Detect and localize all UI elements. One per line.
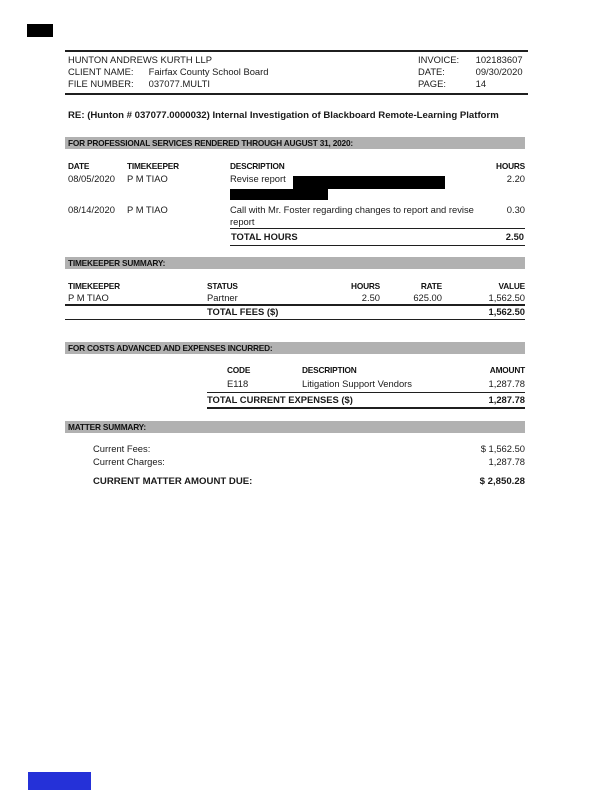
date-group [418, 66, 523, 78]
header-row-client [65, 66, 528, 78]
tk-row-rate: 625.00 [413, 292, 442, 303]
section-bar-matter-summary [65, 421, 525, 433]
cost-row-amount: 1,287.78 [488, 378, 525, 389]
redaction-mark-top-left [27, 24, 53, 37]
service-row-hours: 0.30 [506, 204, 525, 215]
tk-row-value: 1,562.50 [488, 292, 525, 303]
total-expenses-label: TOTAL CURRENT EXPENSES ($) [207, 394, 353, 405]
service-row-date: 08/14/2020 [68, 204, 115, 215]
costs-header-description: DESCRIPTION [302, 365, 357, 375]
total-hours-row [230, 228, 525, 246]
file-number-label: FILE NUMBER: [68, 78, 134, 89]
amount-due-label: CURRENT MATTER AMOUNT DUE: [93, 476, 253, 487]
tk-row-timekeeper: P M TIAO [68, 292, 109, 303]
section-bar-costs [65, 342, 525, 354]
section-bar-costs-title: FOR COSTS ADVANCED AND EXPENSES INCURRED: [68, 343, 273, 353]
file-number-value: 037077.MULTI [148, 78, 210, 89]
total-hours-value: 2.50 [505, 231, 524, 242]
current-charges-label: Current Charges: [93, 456, 165, 467]
header-block [65, 50, 528, 95]
tk-header-value: VALUE [498, 281, 525, 291]
current-charges-value: 1,287.78 [488, 456, 525, 467]
date-label: DATE: [418, 66, 445, 77]
tk-header-status: STATUS [207, 281, 238, 291]
service-row-date: 08/05/2020 [68, 173, 115, 184]
total-fees-value: 1,562.50 [488, 306, 525, 317]
section-bar-matter-title: MATTER SUMMARY: [68, 422, 146, 432]
client-name-label: CLIENT NAME: [68, 66, 134, 77]
blue-stamp-box [28, 772, 91, 790]
redaction-bar [293, 176, 445, 189]
service-row-hours: 2.20 [506, 173, 525, 184]
cost-row-code: E118 [227, 378, 249, 389]
services-header-hours: HOURS [496, 161, 525, 171]
header-row-firm [65, 54, 528, 66]
invoice-number: 102183607 [475, 54, 523, 65]
header-row-file [65, 78, 528, 90]
current-fees-label: Current Fees: [93, 443, 151, 454]
section-bar-timekeeper-title: TIMEKEEPER SUMMARY: [68, 258, 166, 268]
tk-row-hours: 2.50 [361, 292, 380, 303]
invoice-group [418, 54, 523, 66]
divider [207, 392, 525, 394]
client-name-value: Fairfax County School Board [148, 66, 269, 77]
invoice-label: INVOICE: [418, 54, 460, 65]
costs-header-amount: AMOUNT [489, 365, 525, 375]
service-row-description: Revise report [230, 173, 286, 184]
divider [207, 407, 525, 409]
total-fees-label: TOTAL FEES ($) [207, 306, 279, 317]
service-row-timekeeper: P M TIAO [127, 204, 168, 215]
firm-name: HUNTON ANDREWS KURTH LLP [68, 54, 212, 65]
service-row-description: Call with Mr. Foster regarding changes to report and revise report [230, 204, 474, 227]
page-number: 14 [475, 78, 487, 89]
tk-header-timekeeper: TIMEKEEPER [68, 281, 120, 291]
current-fees-value: $ 1,562.50 [480, 443, 525, 454]
cost-row-description: Litigation Support Vendors [302, 378, 412, 389]
divider [65, 319, 525, 321]
section-bar-services [65, 137, 525, 149]
tk-header-rate: RATE [420, 281, 442, 291]
section-bar-services-title: FOR PROFESSIONAL SERVICES RENDERED THROUGH AUGUST 31, 2020: [68, 138, 353, 148]
amount-due-value: $ 2,850.28 [479, 476, 525, 487]
services-header-description: DESCRIPTION [230, 161, 285, 171]
tk-row-status: Partner [207, 292, 238, 303]
service-row-timekeeper: P M TIAO [127, 173, 168, 184]
services-header-timekeeper: TIMEKEEPER [127, 161, 179, 171]
section-bar-timekeeper-summary [65, 257, 525, 269]
total-expenses-value: 1,287.78 [488, 394, 525, 405]
date-value: 09/30/2020 [475, 66, 523, 77]
re-line: RE: (Hunton # 037077.0000032) Internal Investigation of Blackboard Remote-Learning Platform [68, 110, 499, 121]
tk-header-hours: HOURS [351, 281, 380, 291]
costs-header-code: CODE [227, 365, 251, 375]
services-header-date: DATE [68, 161, 90, 171]
page-group [418, 78, 486, 90]
total-hours-label: TOTAL HOURS [231, 231, 298, 242]
redaction-bar [230, 189, 328, 200]
page-label: PAGE: [418, 78, 446, 89]
